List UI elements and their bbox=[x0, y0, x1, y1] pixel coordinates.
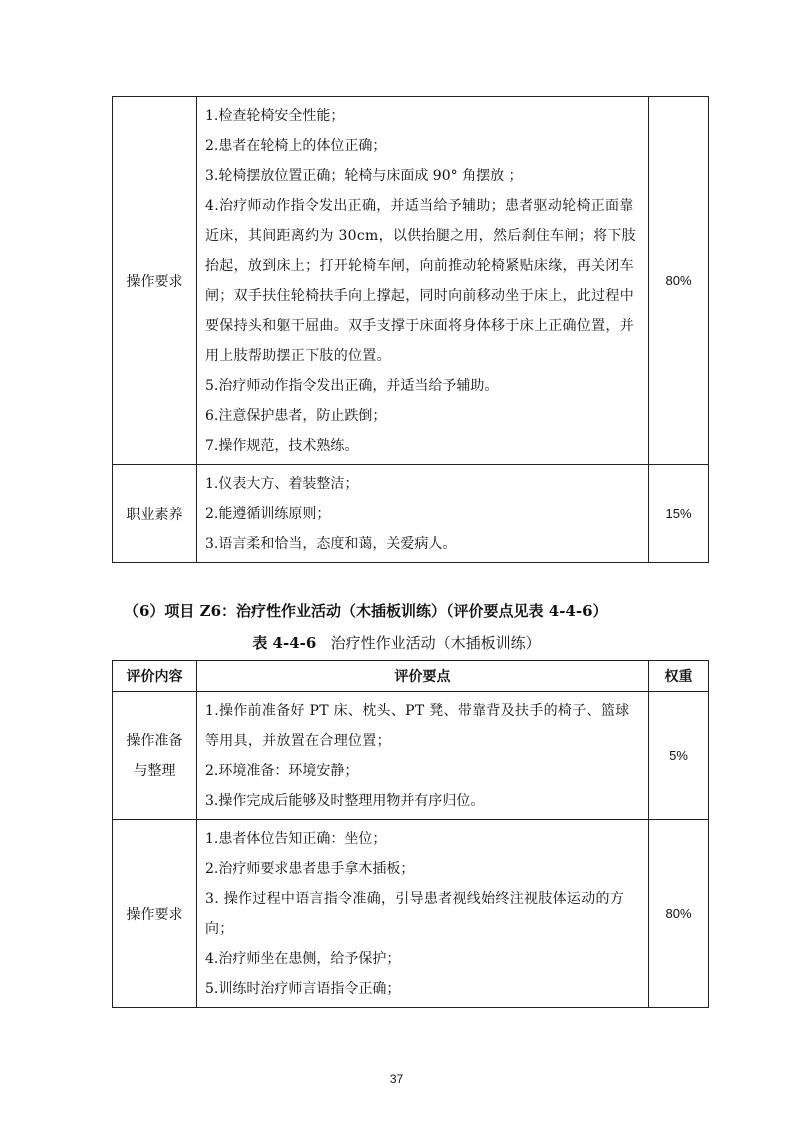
list-item: 4.治疗师动作指令发出正确，并适当给予辅助；患者驱动轮椅正面靠近床，其间距离约为 30cm，以供抬腿之用，然后刹住车闸；将下肢抬起，放到床上；打开轮椅车闸，向前推动轮椅紧贴床缘，再关闭车闸；双手扶住轮椅扶手向上撑起，同时向前移动坐于床上，此过程中要保持头和躯干屈曲。双手支撑于床面将身体移于床上正确位置，并用上肢帮助摆正下肢的位置。 bbox=[205, 198, 636, 364]
column-header: 权重 bbox=[649, 661, 709, 692]
list-item: 2.治疗师要求患者患手拿木插板； bbox=[205, 861, 415, 877]
weight-value: 80% bbox=[649, 820, 709, 1008]
list-item: 2.环境准备：环境安静； bbox=[205, 763, 359, 779]
row-label-line: 操作准备 bbox=[126, 732, 183, 749]
table-row bbox=[113, 97, 709, 465]
list-item: 3. 操作过程中语言指令准确，引导患者视线始终注视肢体运动的方向； bbox=[205, 891, 625, 937]
list-item: 2.患者在轮椅上的体位正确； bbox=[205, 138, 387, 154]
row-label bbox=[113, 692, 197, 820]
table-title: 治疗性作业活动（木插板训练） bbox=[330, 634, 541, 652]
list-item: 7.操作规范，技术熟练。 bbox=[205, 438, 359, 454]
weight-value: 5% bbox=[649, 692, 709, 820]
criteria-cell bbox=[197, 692, 649, 820]
list-item: 1.检查轮椅安全性能； bbox=[205, 108, 345, 124]
list-item: 3.语言柔和恰当，态度和蔼，关爱病人。 bbox=[205, 536, 457, 552]
weight-value: 15% bbox=[649, 465, 709, 563]
table-row bbox=[113, 820, 709, 1008]
row-label-line: 与整理 bbox=[133, 762, 176, 779]
column-header: 评价要点 bbox=[197, 661, 649, 692]
list-item: 1.仪表大方、着装整洁； bbox=[205, 476, 359, 492]
list-item: 5.训练时治疗师言语指令正确； bbox=[205, 981, 401, 997]
weight-value: 80% bbox=[649, 97, 709, 465]
table-header-row bbox=[113, 661, 709, 692]
list-item: 3.操作完成后能够及时整理用物并有序归位。 bbox=[205, 793, 485, 809]
criteria-cell bbox=[197, 465, 649, 563]
list-item: 6.注意保护患者，防止跌倒； bbox=[205, 408, 387, 424]
list-item: 2.能遵循训练原则； bbox=[205, 506, 331, 522]
list-item: 1.患者体位告知正确：坐位； bbox=[205, 831, 387, 847]
row-label: 操作要求 bbox=[113, 820, 197, 1008]
list-item: 3.轮椅摆放位置正确；轮椅与床面成 90° 角摆放 ； bbox=[205, 168, 523, 184]
row-label: 职业素养 bbox=[113, 465, 197, 563]
criteria-cell bbox=[197, 97, 649, 465]
table-row bbox=[113, 692, 709, 820]
page-number: 37 bbox=[389, 1072, 404, 1086]
list-item: 5.治疗师动作指令发出正确，并适当给予辅助。 bbox=[205, 378, 499, 394]
assessment-table-4-4-6 bbox=[112, 660, 709, 1008]
table-caption bbox=[0, 632, 793, 653]
table-row bbox=[113, 465, 709, 563]
criteria-cell bbox=[197, 820, 649, 1008]
list-item: 4.治疗师坐在患侧，给予保护； bbox=[205, 951, 401, 967]
table-number: 表 4-4-6 bbox=[252, 634, 317, 652]
row-label: 操作要求 bbox=[113, 97, 197, 465]
column-header: 评价内容 bbox=[113, 661, 197, 692]
assessment-table-continued bbox=[112, 96, 709, 563]
list-item: 1.操作前准备好 PT 床、枕头、PT 凳、带靠背及扶手的椅子、篮球等用具，并放置在合理位置； bbox=[205, 703, 630, 749]
section-heading: （6）项目 Z6：治疗性作业活动（木插板训练）（评价要点见表 4-4-6） bbox=[124, 602, 608, 620]
